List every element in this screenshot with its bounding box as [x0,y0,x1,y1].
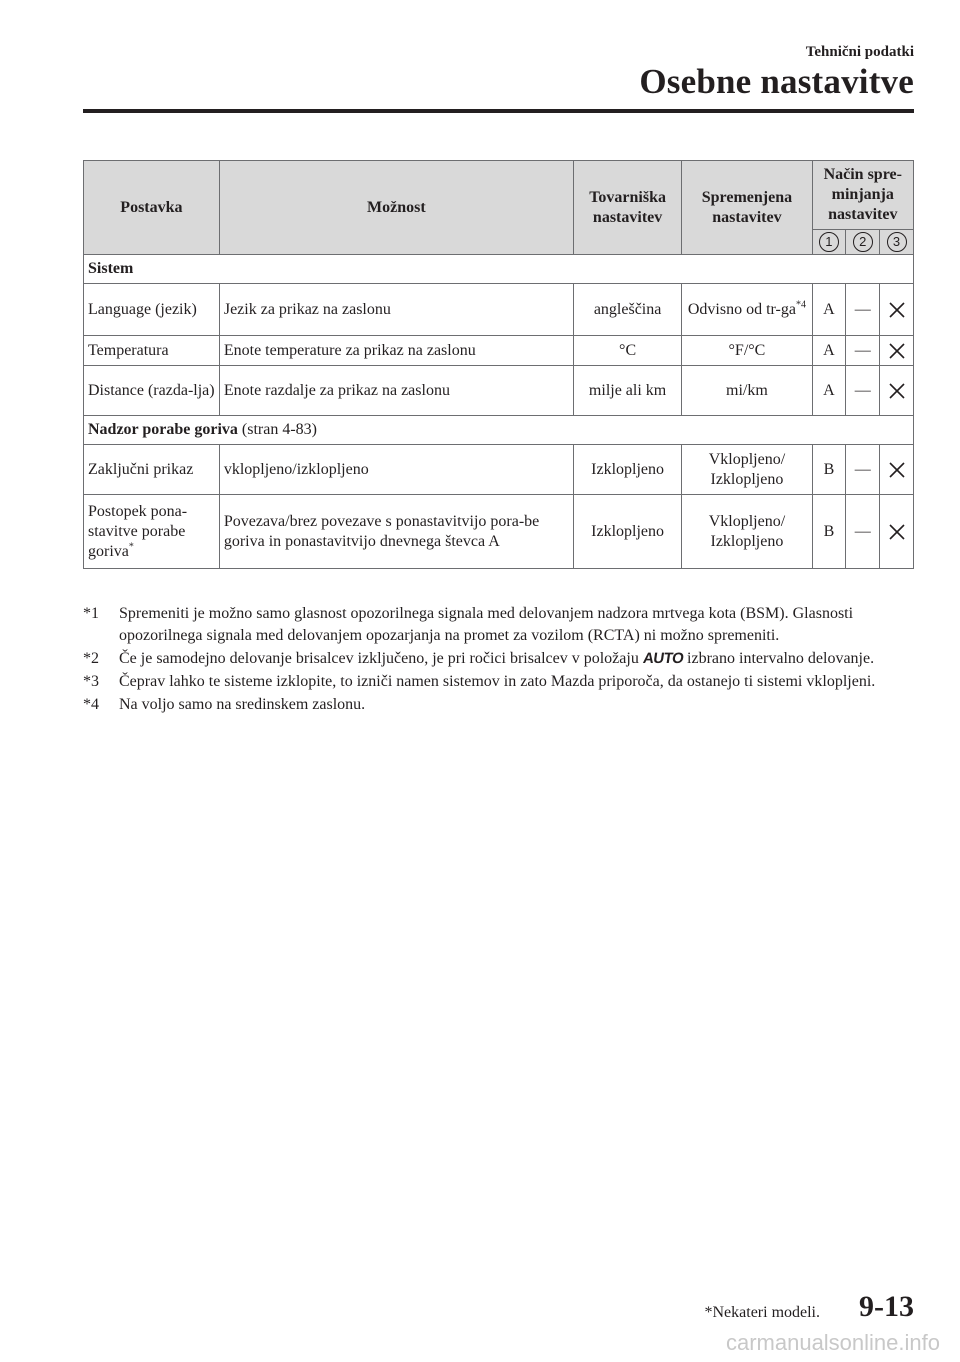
footnote-mark: *3 [83,673,99,690]
row-factory: °C [573,336,681,366]
row-method-2: — [846,495,880,569]
changed-value: Odvisno od tr-ga [687,300,796,318]
row-option: Jezik za prikaz na zaslonu [219,284,573,336]
column-header-option: Možnost [219,161,573,255]
row-item [84,495,220,569]
row-method-3 [880,495,914,569]
title-divider [83,109,914,113]
table-header-row [84,161,914,230]
row-item: Zaključni prikaz [84,445,220,495]
footnote-ref: *4 [795,299,806,311]
group-label: Sistem [88,260,134,277]
row-method-1: B [812,445,846,495]
page-number: 9-13 [859,1290,914,1323]
x-mark-icon [888,523,906,541]
row-method-1: A [812,336,846,366]
row-changed: °F/°C [682,336,812,366]
method-3-header [880,230,914,255]
row-changed: mi/km [682,366,812,416]
row-method-2: — [846,336,880,366]
footnote-ref: * [128,541,134,553]
column-header-method: Način spre-minjanja nastavitev [812,161,913,230]
row-method-1: A [812,366,846,416]
row-method-2: — [846,445,880,495]
row-option: Enote temperature za prikaz na zaslonu [219,336,573,366]
footnote-mark: *1 [83,605,99,622]
footnote-mark: *4 [83,696,99,713]
row-method-2: — [846,284,880,336]
column-header-factory: Tovarniška nastavitev [573,161,681,255]
circled-number-2: 2 [853,232,873,252]
row-method-3 [880,445,914,495]
group-page-ref: (stran 4-83) [241,421,318,438]
method-2-header [846,230,880,255]
x-mark-icon [888,461,906,479]
item-text: Postopek pona-stavitve porabe goriva [88,502,188,560]
footnote-text: Spremeniti je možno samo glasnost opozorilnega signala med delovanjem nadzora mrtvega kota (BSM). Glasnosti opozorilnega signala med delovanjem opozarjanja na promet za vozilom (RCTA) ni možno spremeniti. [119,605,854,644]
row-changed [682,284,812,336]
row-method-2: — [846,366,880,416]
row-item: Language (jezik) [84,284,220,336]
column-header-item: Postavka [84,161,220,255]
circled-number-3: 3 [887,232,907,252]
row-changed: Vklopljeno/ Izklopljeno [682,445,812,495]
row-method-1: B [812,495,846,569]
footnote-text: Čeprav lahko te sisteme izklopite, to izniči namen sistemov in zato Mazda priporoča, da ostanejo ti sistemi vklopljeni. [119,673,876,690]
footnote [83,648,914,670]
models-footnote: *Nekateri modeli. [704,1304,820,1321]
group-label: Nadzor porabe goriva [88,421,238,438]
footnote-mark: *2 [83,650,99,667]
x-mark-icon [888,342,906,360]
footnotes [83,603,914,717]
table-row [84,284,914,336]
group-title [84,255,914,284]
footnote [83,603,914,647]
group-row-fuel-monitor [84,416,914,445]
row-method-1: A [812,284,846,336]
auto-position-icon: AUTO [641,650,685,667]
page-title: Osebne nastavitve [639,62,914,101]
row-factory: angleščina [573,284,681,336]
x-mark-icon [888,382,906,400]
settings-table [83,160,914,569]
table-row [84,495,914,569]
column-header-changed: Spremenjena nastavitev [682,161,812,255]
row-method-3 [880,336,914,366]
row-method-3 [880,284,914,336]
watermark: carmanualsonline.info [725,1330,940,1355]
footnote-text-after: izbrano intervalno delovanje. [687,650,875,667]
footnote-text-before: Če je samodejno delovanje brisalcev izključeno, je pri ročici brisalcev v položaju [119,650,639,667]
section-title: Tehnični podatki [805,44,914,60]
row-item: Temperatura [84,336,220,366]
table-row [84,445,914,495]
table-row [84,366,914,416]
row-option: vklopljeno/izklopljeno [219,445,573,495]
row-changed: Vklopljeno/ Izklopljeno [682,495,812,569]
row-method-3 [880,366,914,416]
group-row-sistem [84,255,914,284]
method-1-header [812,230,846,255]
row-option: Enote razdalje za prikaz na zaslonu [219,366,573,416]
row-factory: milje ali km [573,366,681,416]
circled-number-1: 1 [819,232,839,252]
row-factory: Izklopljeno [573,445,681,495]
footnote-text: Na voljo samo na sredinskem zaslonu. [119,696,366,713]
table-row [84,336,914,366]
x-mark-icon [888,301,906,319]
row-item: Distance (razda-lja) [84,366,220,416]
row-factory: Izklopljeno [573,495,681,569]
group-title [84,416,914,445]
row-option: Povezava/brez povezave s ponastavitvijo pora-be goriva in ponastavitvijo dnevnega števca A [219,495,573,569]
footnote [83,694,914,716]
footnote [83,671,914,693]
